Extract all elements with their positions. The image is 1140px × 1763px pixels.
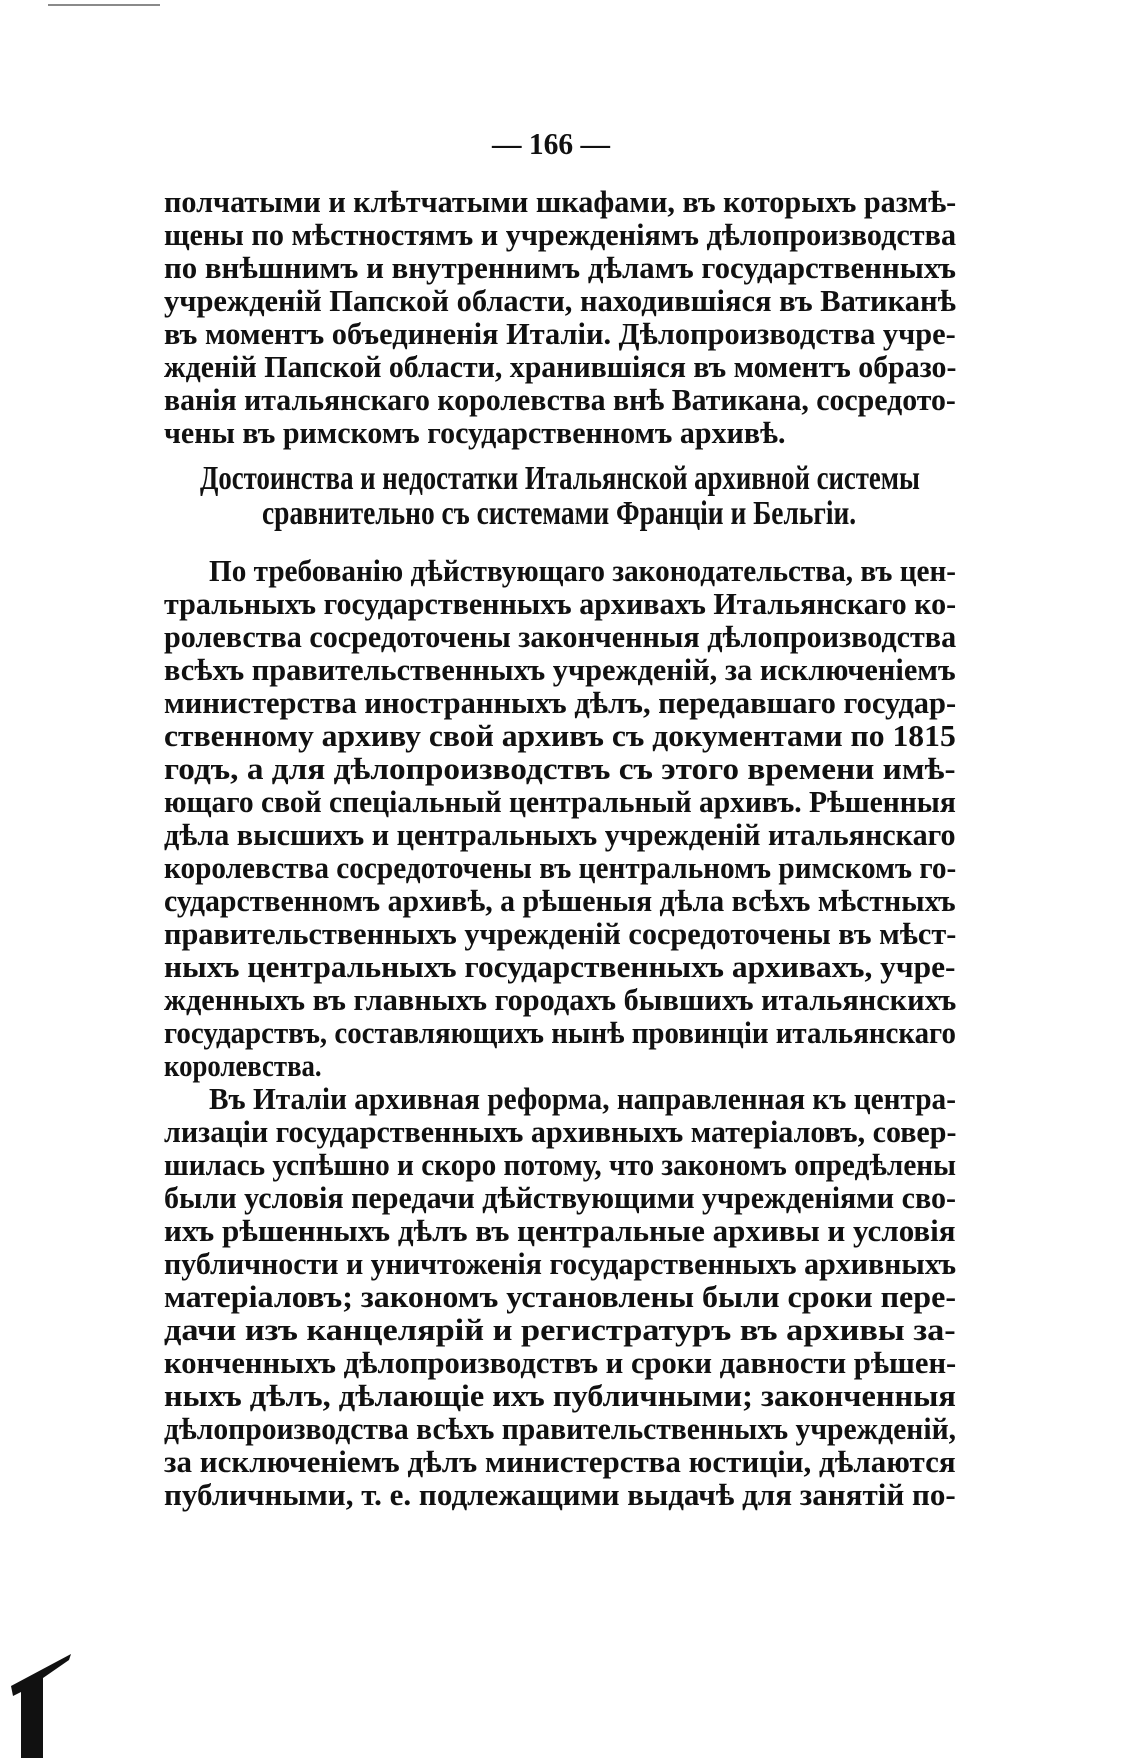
text-line: конченныхъ дѣлопроизводствъ и сроки давности рѣшен- [164,1345,957,1380]
heading-line: Достоинства и недостатки Итальянской архивной системы [200,460,920,497]
text-line: дачи изъ канцелярій и регистратуръ въ архивы за- [164,1312,956,1347]
text-line: публичными, т. е. подлежащими выдачѣ для занятій по- [164,1477,956,1512]
text-line: королевства. [164,1048,322,1083]
text-line: Въ Италіи архивная реформа, направленная къ центра- [209,1081,956,1116]
text-line: По требованію дѣйствующаго законодательства, въ цен- [209,553,957,588]
heading-line: сравнительно съ системами Франціи и Бельгіи. [262,495,857,532]
text-line: тральныхъ государственныхъ архивахъ Итальянскаго ко- [164,586,957,621]
text-line: лизаціи государственныхъ архивныхъ матеріаловъ, совер- [164,1114,957,1149]
text-line: ролевства сосредоточены законченныя дѣлопроизводства [164,619,957,654]
page-number: — 166 — [492,126,610,161]
text-line: королевства сосредоточены въ центральномъ римскомъ го- [164,850,957,885]
text-line: всѣхъ правительственныхъ учрежденій, за исключеніемъ [164,652,956,687]
text-line: ванія итальянскаго королевства внѣ Ватикана, сосредото- [164,382,956,417]
text-line: жденныхъ въ главныхъ городахъ бывшихъ итальянскихъ [164,982,957,1017]
text-line: были условія передачи дѣйствующими учрежденіями сво- [164,1180,957,1215]
text-line: жденій Папской области, хранившіяся въ моментъ образо- [164,349,957,384]
text-line: дѣла высшихъ и центральныхъ учрежденій итальянскаго [164,817,956,852]
text-line: сударственномъ архивѣ, а рѣшеныя дѣла всѣхъ мѣстныхъ [164,883,956,918]
text-line: чены въ римскомъ государственномъ архивѣ. [164,415,786,450]
text-line: шилась успѣшно и скоро потому, что закономъ опредѣлены [164,1147,957,1182]
text-line: ныхъ центральныхъ государственныхъ архивахъ, учре- [164,949,956,984]
text-line: за исключеніемъ дѣлъ министерства юстиціи, дѣлаются [164,1444,956,1479]
text-line: ственному архиву свой архивъ съ документами по 1815 [164,718,956,753]
text-line: ихъ рѣшенныхъ дѣлъ въ центральные архивы и условія [164,1213,956,1248]
text-line: государствъ, составляющихъ нынѣ провинціи итальянскаго [164,1015,956,1050]
text-line: публичности и уничтоженія государственныхъ архивныхъ [164,1246,957,1281]
text-line: матеріаловъ; закономъ установлены были сроки пере- [164,1279,956,1314]
text-line: полчатыми и клѣтчатыми шкафами, въ которыхъ размѣ- [164,184,957,219]
text-line: правительственныхъ учрежденій сосредоточены въ мѣст- [164,916,957,951]
text-line: годъ, а для дѣлопроизводствъ съ этого времени имѣ- [164,751,956,786]
text-line: ющаго свой спеціальный центральный архивъ. Рѣшенныя [164,784,956,819]
text-line: въ моментъ объединенія Италіи. Дѣлопроизводства учре- [164,316,956,351]
text-line: учрежденій Папской области, находившіяся въ Ватиканѣ [164,283,956,318]
scan-edge-mark [9,1652,73,1760]
text-line: щены по мѣстностямъ и учрежденіямъ дѣлопроизводства [164,217,957,252]
text-line: дѣлопроизводства всѣхъ правительственныхъ учрежденій, [164,1411,957,1446]
text-line: министерства иностранныхъ дѣлъ, передавшаго государ- [164,685,957,720]
top-edge-rule [48,4,160,6]
text-line: по внѣшнимъ и внутреннимъ дѣламъ государственныхъ [164,250,957,285]
text-line: ныхъ дѣлъ, дѣлающіе ихъ публичными; законченныя [164,1378,956,1413]
